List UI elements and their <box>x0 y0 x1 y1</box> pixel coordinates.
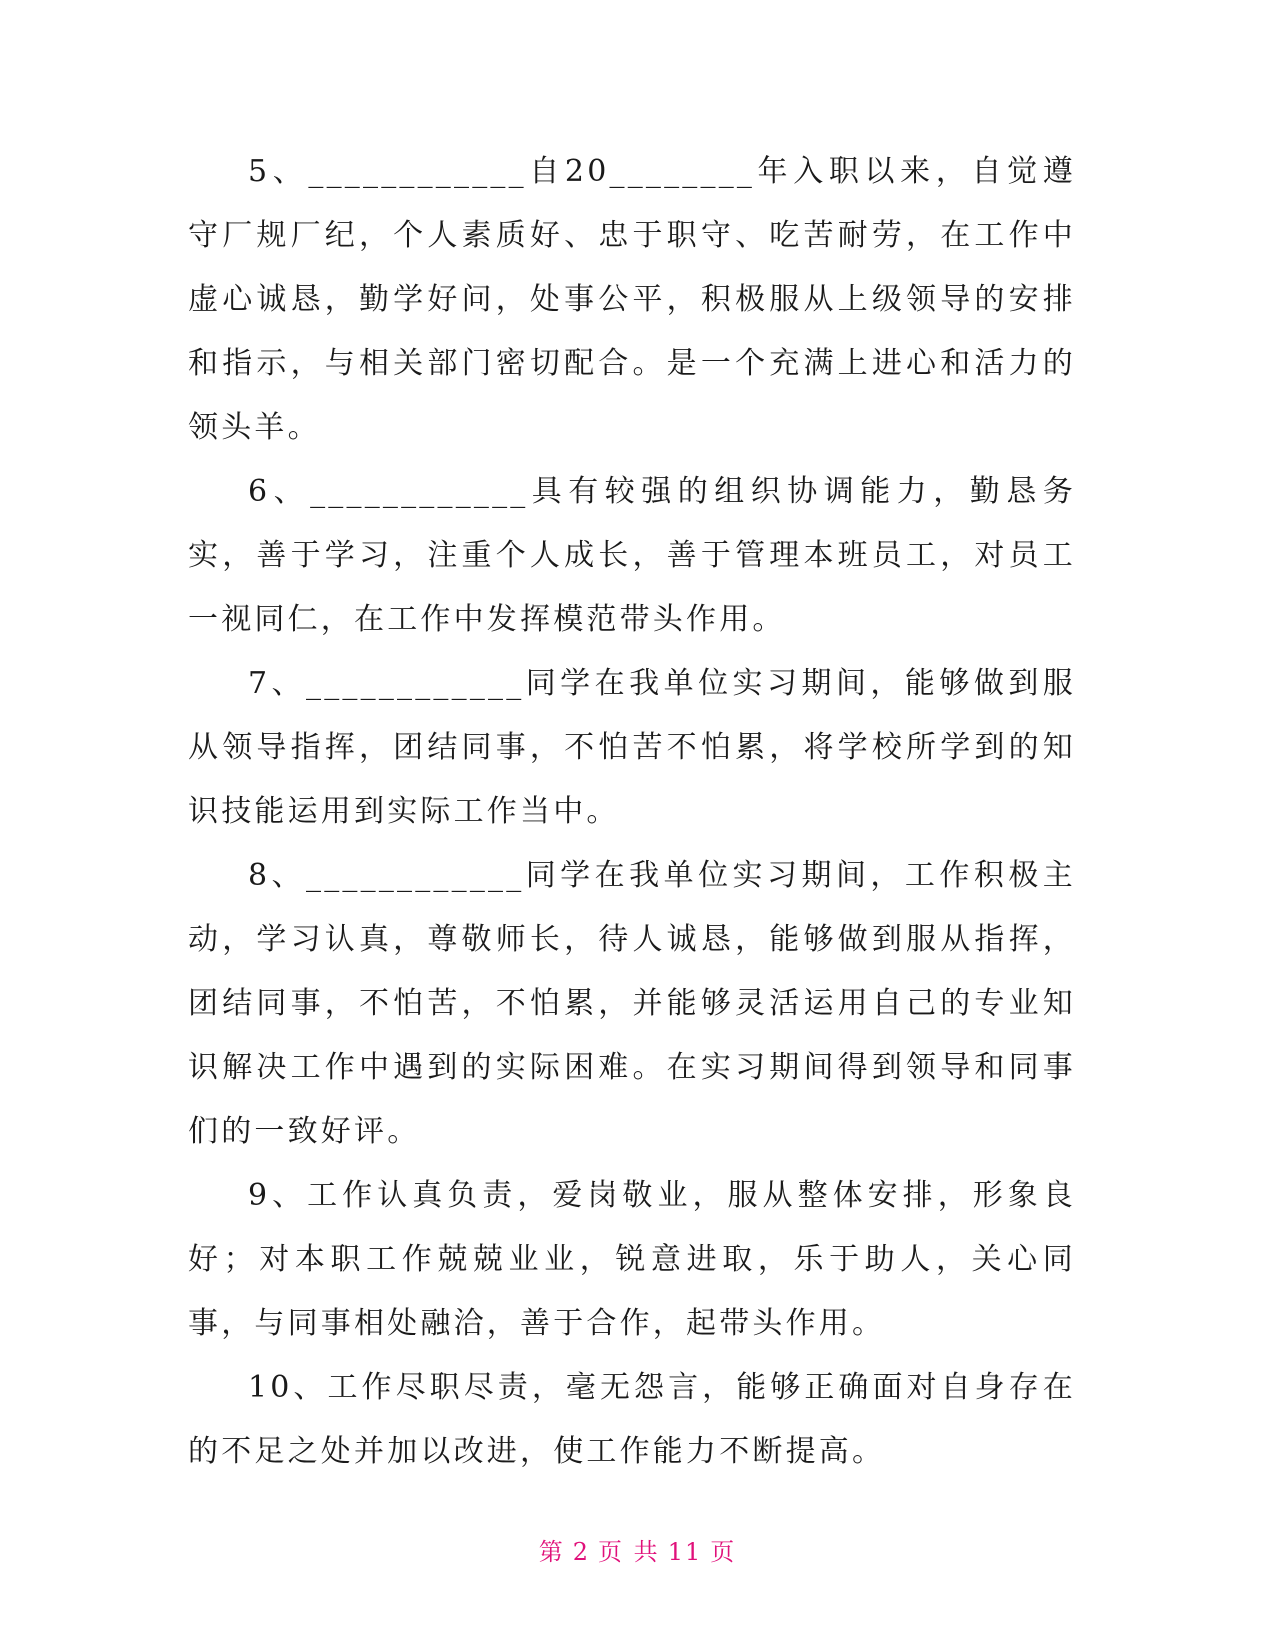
paragraph-9: 9、工作认真负责，爱岗敬业，服从整体安排，形象良好；对本职工作兢兢业业，锐意进取，乐于助人，关心同事，与同事相处融洽，善于合作，起带头作用。 <box>188 1178 1076 1341</box>
footer-prefix: 第 <box>538 1538 565 1566</box>
page-footer <box>0 1532 1275 1567</box>
paragraph-8: 8、____________同学在我单位实习期间，工作积极主动，学习认真，尊敬师长，待人诚恳，能够做到服从指挥，团结同事，不怕苦，不怕累，并能够灵活运用自己的专业知识解决工作中遇到的实际困难。在实习期间得到领导和同事们的一致好评。 <box>188 858 1076 1149</box>
paragraph-7: 7、____________同学在我单位实习期间，能够做到服从领导指挥，团结同事，不怕苦不怕累，将学校所学到的知识技能运用到实际工作当中。 <box>188 666 1076 829</box>
footer-middle: 页 共 <box>598 1538 660 1566</box>
total-pages-number: 11 <box>667 1538 703 1566</box>
document-body <box>188 140 1076 1484</box>
paragraph-10: 10、工作尽职尽责，毫无怨言，能够正确面对自身存在的不足之处并加以改进，使工作能力不断提高。 <box>188 1370 1076 1469</box>
current-page-number: 2 <box>572 1538 591 1566</box>
paragraph-5: 5、____________自20________年入职以来，自觉遵守厂规厂纪，个人素质好、忠于职守、吃苦耐劳，在工作中虚心诚恳，勤学好问，处事公平，积极服从上级领导的安排和指示，与相关部门密切配合。是一个充满上进心和活力的领头羊。 <box>188 154 1076 445</box>
paragraph-6: 6、____________具有较强的组织协调能力，勤恳务实，善于学习，注重个人成长，善于管理本班员工，对员工一视同仁，在工作中发挥模范带头作用。 <box>188 474 1076 637</box>
footer-suffix: 页 <box>710 1538 737 1566</box>
